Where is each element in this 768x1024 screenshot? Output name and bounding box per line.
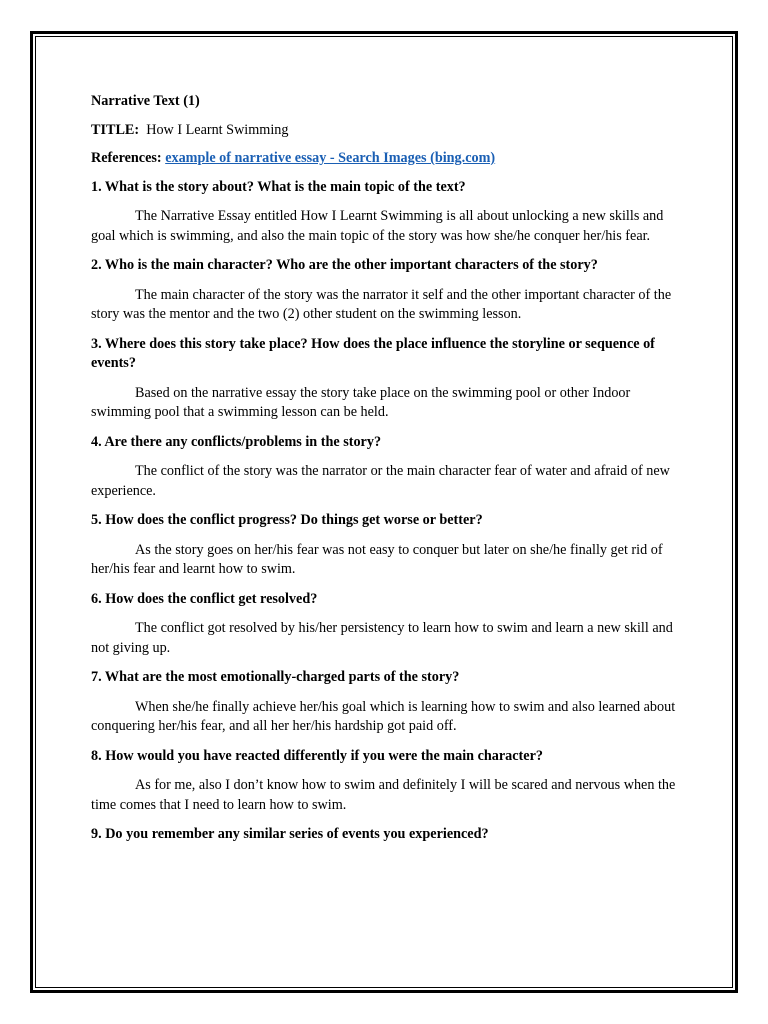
question-7: 7. What are the most emotionally-charged parts of the story? <box>91 669 460 685</box>
document-heading: Narrative Text (1) <box>91 93 200 109</box>
question-2: 2. Who is the main character? Who are the other important characters of the story? <box>91 257 598 273</box>
title-value: How I Learnt Swimming <box>146 121 289 138</box>
references-label: References: <box>91 150 162 166</box>
title-label: TITLE: <box>91 121 140 138</box>
title-line <box>91 121 681 141</box>
answer-6: The conflict got resolved by his/her persistency to learn how to swim and learn a new skill and not giving up. <box>91 620 673 656</box>
question-3: 3. Where does this story take place? How does the place influence the storyline or sequence of events? <box>91 335 655 371</box>
answer-8: As for me, also I don’t know how to swim and definitely I will be scared and nervous when the time comes that I need to learn how to swim. <box>91 777 676 813</box>
question-1: 1. What is the story about? What is the main topic of the text? <box>91 178 466 195</box>
question-5: 5. How does the conflict progress? Do things get worse or better? <box>91 512 483 528</box>
references-link[interactable]: example of narrative essay - Search Images (bing.com) <box>165 150 496 166</box>
answer-2: The main character of the story was the narrator it self and the other important character of the story was the mentor and the two (2) other student on the swimming lesson. <box>91 286 672 322</box>
references-line <box>91 149 681 169</box>
answer-5: As the story goes on her/his fear was not easy to conquer but later on she/he finally get rid of her/his fear and learnt how to swim. <box>91 541 663 577</box>
document-body <box>91 92 681 855</box>
answer-1: The Narrative Essay entitled How I Learnt Swimming is all about unlocking a new skills and goal which is swimming, and also the main topic of the story was how she/he conquer her/his fear. <box>91 208 664 244</box>
answer-3: Based on the narrative essay the story take place on the swimming pool or other Indoor swimming pool that a swimming lesson can be held. <box>91 384 631 420</box>
question-8: 8. How would you have reacted differently if you were the main character? <box>91 747 543 764</box>
question-6: 6. How does the conflict get resolved? <box>91 590 318 607</box>
answer-4: The conflict of the story was the narrator or the main character fear of water and afraid of new experience. <box>91 463 670 499</box>
answer-7: When she/he finally achieve her/his goal which is learning how to swim and also learned about conquering her/his fear, and all her her/his hardship got paid off. <box>91 698 676 734</box>
question-9: 9. Do you remember any similar series of events you experienced? <box>91 826 489 842</box>
question-4: 4. Are there any conflicts/problems in the story? <box>91 433 382 450</box>
